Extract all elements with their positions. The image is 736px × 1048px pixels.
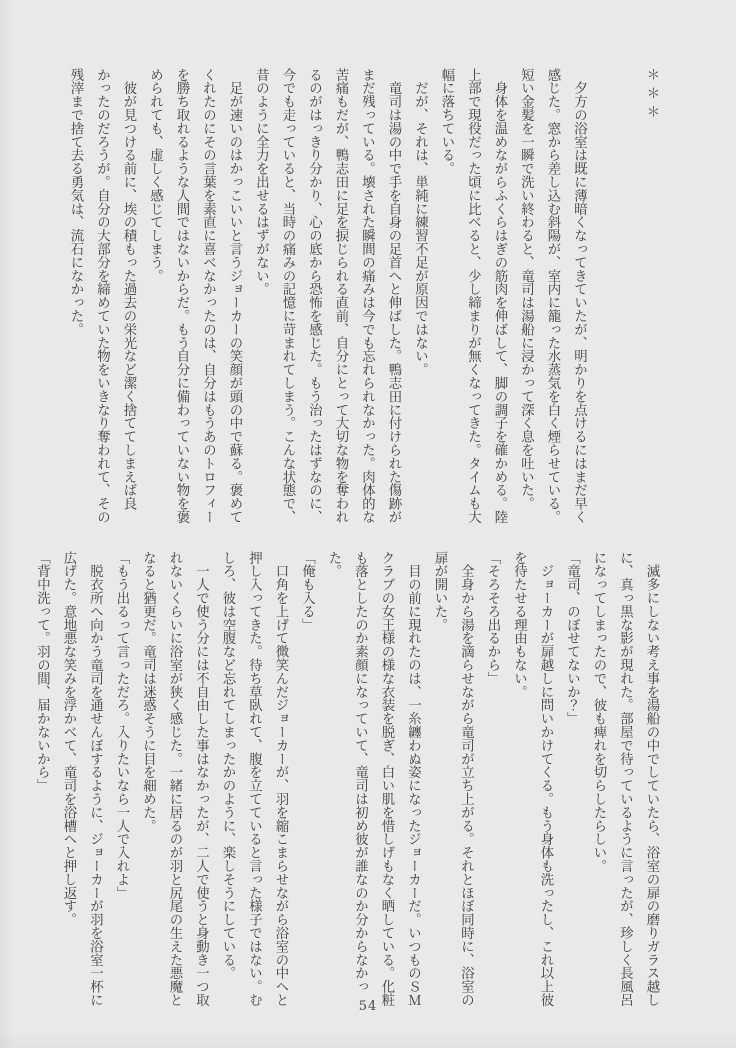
paragraph: ジョーカーが扉越しに問いかけてくる。もう身体も洗ったし、これ以上彼を待たせる理由もない。 [511, 551, 553, 1007]
paragraph: 竜司は湯の中で手を自身の足首へと伸ばした。鴨志田に付けられた傷跡がまだ残っている。壊された瞬間の痛みは今でも忘れられなかった。肉体的な苦痛もだが、鴨志田に足を捩じられる直前、自分にとって大切な物を奪われるのがはっきり分かり、心の底から恐怖を感じた。もう治ったはずなのに、今でも走っていると、当時の痛みの記憶に苛まれてしまう。こんな状態で、昔のように全力を出せるはずがない。 [253, 68, 401, 524]
paragraph: 足が速いのはかっこいいと言うジョーカーの笑顔が頭の中で蘇る。褒めてくれたのにその言葉を素直に喜べなかったのは、自分はもうあのトロフィーを勝ち取れるような人間ではないからだ。もう自分に備わっていない物を褒められても、虚しく感じてしまう。 [147, 68, 242, 524]
text-block-top [62, 68, 665, 528]
section-divider: ＊＊＊ [644, 68, 659, 124]
page-number: 54 [358, 999, 378, 1014]
paragraph: 滅多にしない考え事を湯船の中でしていたら、浴室の扉の磨りガラス越しに、真っ黒な影が現れた。部屋で待っているように言ったが、珍しく長風呂になってしまったので、彼も痺れを切らしたらしい。 [591, 551, 659, 1007]
dialogue-paragraph: 「そろそろ出るから」 [485, 551, 500, 685]
paragraph: 口角を上げて微笑んだジョーカーが、羽を縮こまらせながら浴室の中へと押し入ってきた。待ち草臥れて、腹を立てていると言った様子ではない。むしろ、彼は空腹など忘れてしまったかのように、楽しそうにしている。 [220, 551, 288, 1007]
paragraph: 夕方の浴室は既に薄暗くなってきていたが、明かりを点けるにはまだ早く感じた。窓から差し込む斜陽が、室内に籠った水蒸気を白く煙らせている。短い金髪を一瞬で洗い終わると、竜司は湯船に浸かって深く息を吐いた。 [518, 68, 587, 524]
dialogue-paragraph: 「もう出るって言っただろ。入りたいなら一人で入れよ」 [114, 551, 129, 900]
paragraph: 目の前に現れたのは、一糸纏わぬ姿になったジョーカーだ。いつものＳＭクラブの女王様の様な衣装を脱ぎ、白い肌を惜しげもなく晒している。化粧も落としたのか素顔になっていて、竜司は初め彼が誰なのか分からなかった。 [326, 551, 421, 1007]
paragraph: 全身から湯を滴らせながら竜司が立ち上がる。それとほぼ同時に、浴室の扉が開いた。 [432, 551, 474, 1007]
dialogue-paragraph: 「背中洗って。羽の間、届かないから」 [34, 551, 50, 793]
text-block-bottom [28, 551, 664, 1011]
paragraph: 彼が見つける前に、埃の積もった過去の栄光など潔く捨ててしまえば良かったのだろうが。自分の大部分を締めていた物をいきなり奪われて、その残滓まで捨て去る勇気は、流石になかった。 [68, 68, 136, 524]
dialogue-paragraph: 「竜司、のぼせてないか？」 [564, 551, 580, 726]
paragraph: 身体を温めながらふくらはぎの筋肉を伸ばして、脚の調子を確かめる。陸上部で現役だった頃に比べると、少し締まりが無くなってきた。タイムも大幅に落ちている。 [439, 68, 507, 524]
dialogue-paragraph: 「俺も入る」 [299, 551, 315, 632]
paragraph: だが、それは、単純に練習不足が原因ではない。 [412, 68, 428, 377]
paragraph: 一人で使う分には不自由した事はなかったが、二人で使うと身動き一つ取れないくらいに浴室が狭く感じた。一緒に居るのが羽と尻尾の生えた悪魔となると猶更だ。竜司は迷惑そうに目を細めた。 [140, 551, 209, 1007]
paragraph: 脱衣所へ向かう竜司を通せんぼするように、ジョーカーが羽を浴室一杯に広げた。意地悪な笑みを浮かべて、竜司を浴槽へと押し返す。 [61, 551, 103, 1007]
